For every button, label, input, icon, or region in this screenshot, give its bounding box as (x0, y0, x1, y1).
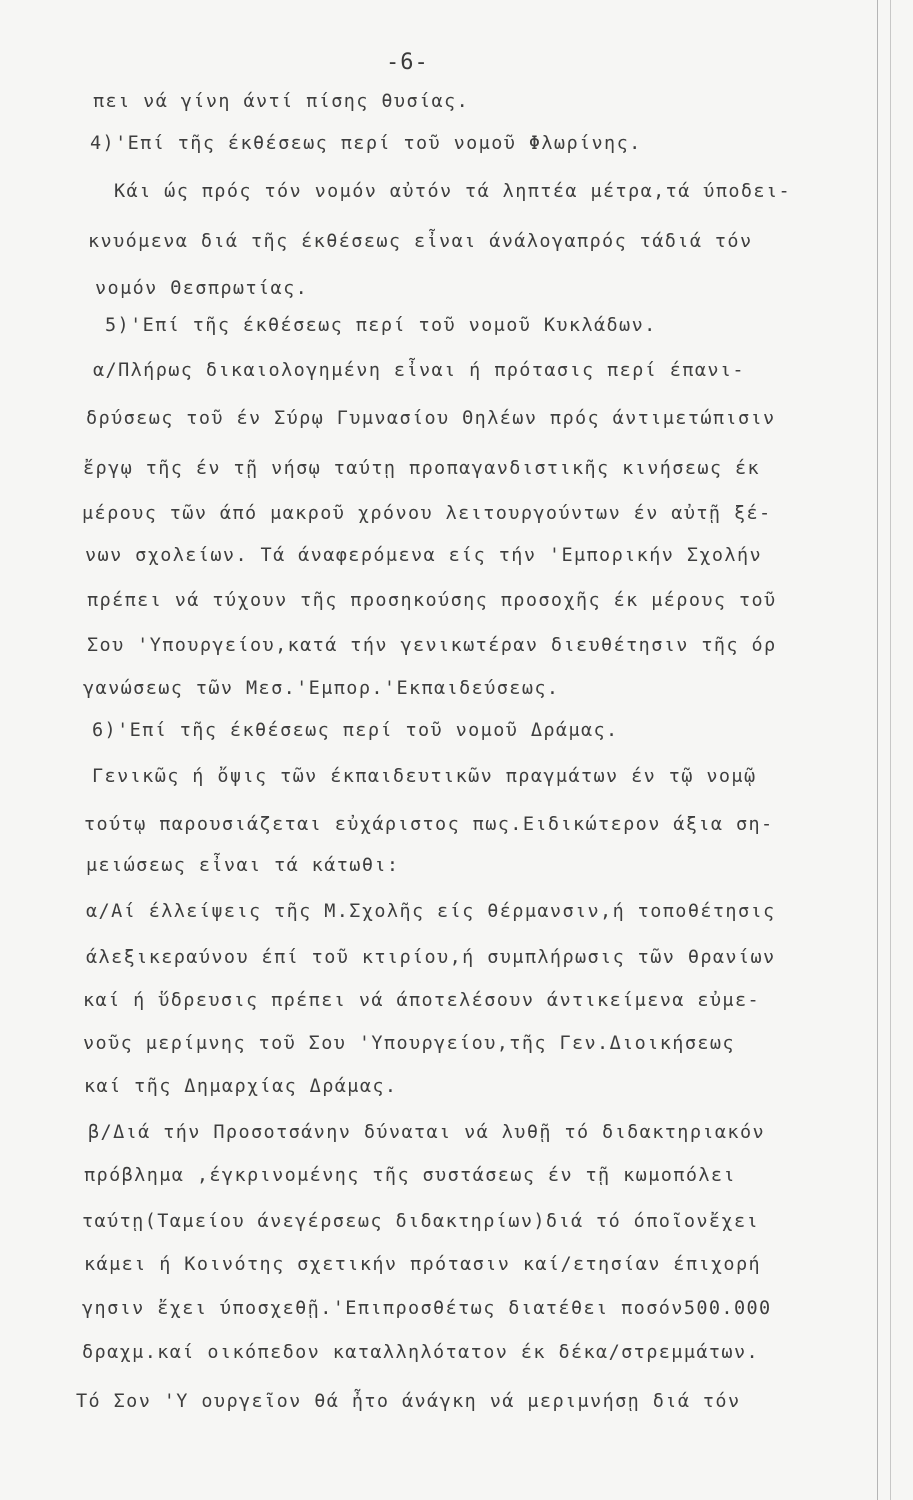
page-number: -6- (386, 50, 429, 75)
text-line: 5)'Επί τῆς έκθέσεως περί τοῦ νομοῦ Κυκλάδων. (105, 315, 657, 336)
text-line: Κάι ώς πρός τόν νομόν αὐτόν τά ληπτέα μέτρα,τά ύποδει- (114, 181, 792, 202)
text-line: πρόβλημα ,έγκρινομένης τῆς συστάσεως έν τῇ κωμοπόλει (84, 1165, 736, 1186)
text-line: κάμει ή Κοινότης σχετικήν πρότασιν καί/ετησίαν έπιχορή (84, 1254, 762, 1275)
text-line: ταύτῃ(Ταμείου άνεγέρσεως διδακτηρίων)διά τό όποῖονἔχει (82, 1211, 760, 1232)
text-line: ἔργῳ τῆς έν τῇ νήσῳ ταύτῃ προπαγανδιστικῆς κινήσεως έκ (83, 458, 761, 479)
text-line: β/Διά τήν Προσοτσάνην δύναται νά λυθῇ τό διδακτηριακόν (88, 1122, 766, 1143)
text-line: κνυόμενα διά τῆς έκθέσεως εἶναι άνάλογαπρός τάδιά τόν (88, 231, 753, 252)
text-line: 4)'Επί τῆς έκθέσεως περί τοῦ νομοῦ Φλωρίνης. (90, 133, 642, 154)
text-line: μειώσεως εἶναι τά κάτωθι: (86, 855, 400, 876)
text-line: Γενικῶς ή ὄψις τῶν έκπαιδευτικῶν πραγμάτων έν τῷ νομῷ (92, 766, 757, 787)
text-line: πει νά γίνη άντί πίσης θυσίας. (93, 91, 470, 112)
text-line: α/Αί έλλείψεις τῆς Μ.Σχολῆς είς θέρμανσιν,ή τοποθέτησις (86, 901, 776, 922)
text-line: καί τῆς Δημαρχίας Δράμας. (84, 1076, 398, 1097)
text-line: μέρους τῶν άπό μακροῦ χρόνου λειτουργούντων έν αὐτῇ ξέ- (82, 503, 772, 524)
text-line: τούτῳ παρουσιάζεται εὐχάριστος πως.Ειδικώτερον άξια ση- (84, 814, 774, 835)
text-line: Τό Σον 'Υ ουργεῖον θά ἦτο άνάγκη νά μεριμνήσῃ διά τόν (76, 1391, 741, 1412)
text-line: δραχμ.καί οικόπεδον καταλληλότατον έκ δέκα/στρεμμάτων. (82, 1342, 760, 1363)
text-line: νοῦς μερίμνης τοῦ Σου 'Υπουργείου,τῆς Γεν.Διοικήσεως (83, 1033, 735, 1054)
text-line: α/Πλήρως δικαιολογημένη εἶναι ή πρότασις περί έπανι- (93, 360, 745, 381)
text-line: πρέπει νά τύχουν τῆς προσηκούσης προσοχῆς έκ μέρους τοῦ (87, 590, 777, 611)
text-line: καί ή ὕδρευσις πρέπει νά άποτελέσουν άντικείμενα εὐμε- (83, 990, 761, 1011)
text-line: 6)'Επί τῆς έκθέσεως περί τοῦ νομοῦ Δράμας. (92, 720, 619, 741)
text-line: δρύσεως τοῦ έν Σύρῳ Γυμνασίου Θηλέων πρός άντιμετώπισιν (86, 408, 776, 429)
text-line: Σου 'Υπουργείου,κατά τήν γενικωτέραν διευθέτησιν τῆς όρ (87, 635, 777, 656)
text-line: γανώσεως τῶν Μεσ.'Εμπορ.'Εκπαιδεύσεως. (83, 678, 560, 699)
text-line: νων σχολείων. Τά άναφερόμενα είς τήν 'Εμπορικήν Σχολήν (85, 545, 763, 566)
text-line: γησιν ἔχει ύποσχεθῇ.'Επιπροσθέτως διατέθει ποσόν500.000 (82, 1298, 772, 1319)
text-line: νομόν Θεσπρωτίας. (95, 278, 309, 299)
text-line: άλεξικεραύνου έπί τοῦ κτιρίου,ή συμπλήρωσις τῶν θρανίων (86, 947, 776, 968)
